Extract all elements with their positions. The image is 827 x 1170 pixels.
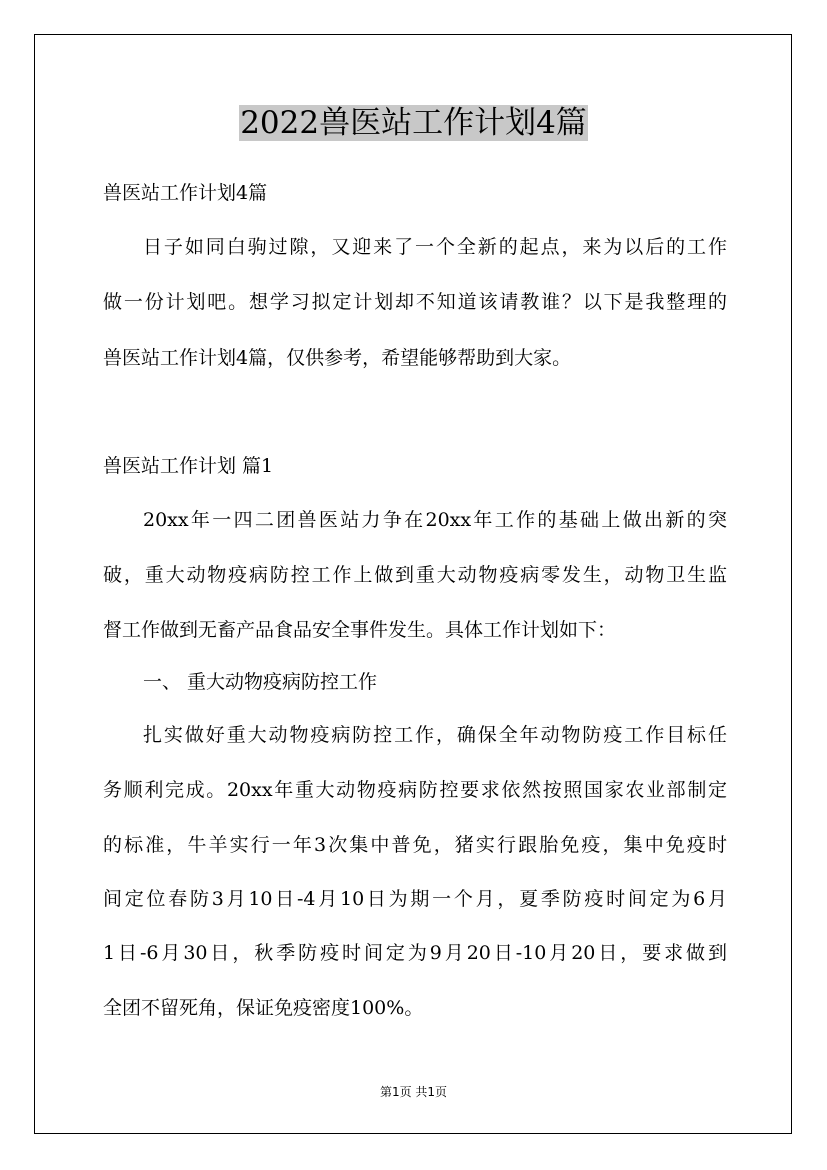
document-subtitle: 兽医站工作计划4篇 (103, 182, 268, 204)
section-line-1: 20xx年一四二团兽医站力争在20xx年工作的基础上做出新的突 (143, 509, 727, 531)
intro-line-3: 兽医站工作计划4篇，仅供参考，希望能够帮助到大家。 (103, 347, 572, 369)
detail-line-5: 1日-6月30日，秋季防疫时间定为9月20日-10月20日，要求做到 (103, 942, 727, 964)
sub-heading: 一、 重大动物疫病防控工作 (143, 671, 378, 693)
document-title (0, 98, 827, 148)
section-line-2: 破，重大动物疫病防控工作上做到重大动物疫病零发生，动物卫生监 (103, 564, 727, 586)
intro-line-2: 做一份计划吧。想学习拟定计划却不知道该请教谁？以下是我整理的 (103, 291, 727, 313)
detail-line-3: 的标准，牛羊实行一年3次集中普免，猪实行跟胎免疫，集中免疫时 (103, 834, 727, 856)
document-title-text: 2022兽医站工作计划4篇 (240, 105, 587, 141)
intro-line-1: 日子如同白驹过隙，又迎来了一个全新的起点，来为以后的工作 (143, 236, 727, 258)
detail-line-6: 全团不留死角，保证免疫密度100%。 (103, 997, 424, 1019)
detail-line-2: 务顺利完成。20xx年重大动物疫病防控要求依然按照国家农业部制定 (103, 779, 727, 801)
section-heading: 兽医站工作计划 篇1 (103, 455, 274, 477)
section-line-3: 督工作做到无畜产品食品安全事件发生。具体工作计划如下： (103, 619, 617, 641)
page-indicator: 第1页 共1页 (379, 1085, 448, 1099)
page-footer (0, 1084, 827, 1100)
detail-line-1: 扎实做好重大动物疫病防控工作，确保全年动物防疫工作目标任 (143, 724, 727, 746)
detail-line-4: 间定位春防3月10日-4月10日为期一个月，夏季防疫时间定为6月 (103, 888, 727, 910)
